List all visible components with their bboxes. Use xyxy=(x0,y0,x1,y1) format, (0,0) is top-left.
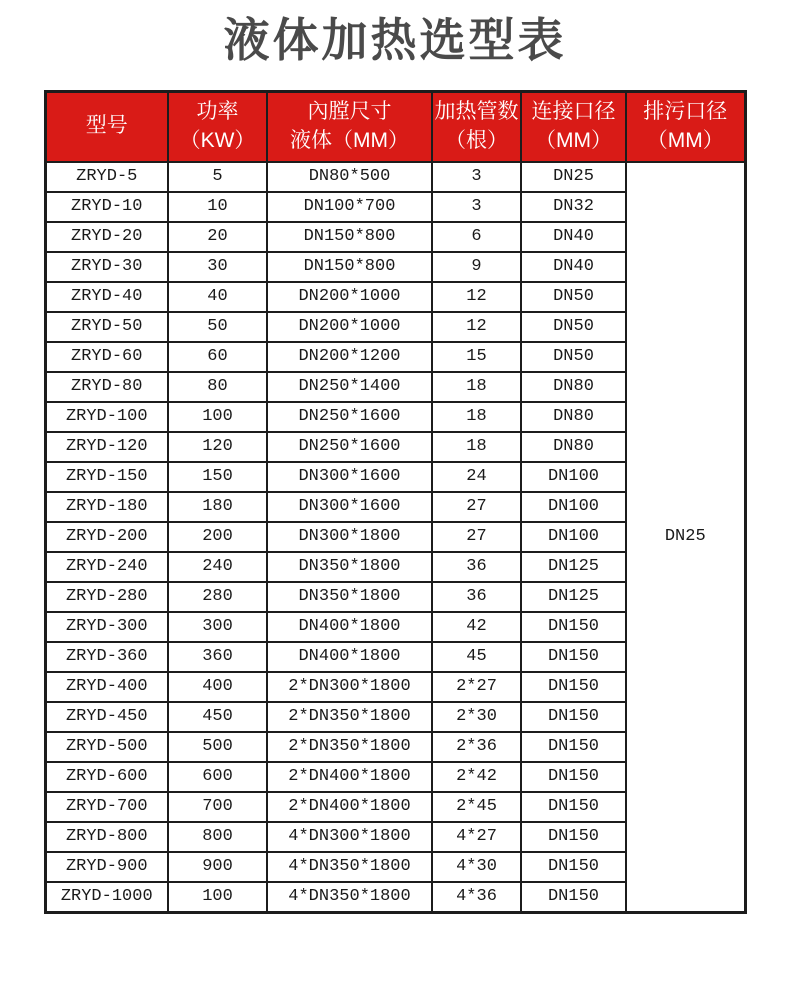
inner-size-cell: DN200*1000 xyxy=(267,282,432,312)
header-connection-diameter xyxy=(521,91,626,162)
header-row xyxy=(45,91,745,162)
tube-count-cell: 4*27 xyxy=(432,822,521,852)
header-model-line1: 型号 xyxy=(85,114,128,138)
header-power-line2: （KW） xyxy=(179,128,256,152)
inner-size-cell: DN80*500 xyxy=(267,162,432,192)
tube-count-cell: 36 xyxy=(432,582,521,612)
tube-count-cell: 18 xyxy=(432,402,521,432)
inner-size-cell: DN150*800 xyxy=(267,252,432,282)
connection-diameter-cell: DN150 xyxy=(521,762,626,792)
connection-diameter-cell: DN50 xyxy=(521,342,626,372)
power-cell: 150 xyxy=(168,462,267,492)
connection-diameter-cell: DN150 xyxy=(521,822,626,852)
model-cell: ZRYD-280 xyxy=(45,582,168,612)
model-cell: ZRYD-60 xyxy=(45,342,168,372)
model-cell: ZRYD-400 xyxy=(45,672,168,702)
model-cell: ZRYD-30 xyxy=(45,252,168,282)
tube-count-cell: 2*36 xyxy=(432,732,521,762)
power-cell: 5 xyxy=(168,162,267,192)
connection-diameter-cell: DN80 xyxy=(521,372,626,402)
power-cell: 700 xyxy=(168,792,267,822)
header-drain-diameter-line1: 排污口径 xyxy=(643,100,728,124)
inner-size-cell: 2*DN400*1800 xyxy=(267,792,432,822)
power-cell: 450 xyxy=(168,702,267,732)
connection-diameter-cell: DN150 xyxy=(521,702,626,732)
tube-count-cell: 18 xyxy=(432,432,521,462)
connection-diameter-cell: DN150 xyxy=(521,852,626,882)
power-cell: 360 xyxy=(168,642,267,672)
model-cell: ZRYD-120 xyxy=(45,432,168,462)
tube-count-cell: 2*30 xyxy=(432,702,521,732)
tube-count-cell: 4*36 xyxy=(432,882,521,913)
connection-diameter-cell: DN125 xyxy=(521,582,626,612)
inner-size-cell: 2*DN400*1800 xyxy=(267,762,432,792)
inner-size-cell: 4*DN350*1800 xyxy=(267,882,432,913)
model-cell: ZRYD-500 xyxy=(45,732,168,762)
connection-diameter-cell: DN150 xyxy=(521,642,626,672)
power-cell: 300 xyxy=(168,612,267,642)
tube-count-cell: 42 xyxy=(432,612,521,642)
inner-size-cell: DN200*1000 xyxy=(267,312,432,342)
inner-size-cell: DN400*1800 xyxy=(267,642,432,672)
header-model xyxy=(45,91,168,162)
model-cell: ZRYD-800 xyxy=(45,822,168,852)
connection-diameter-cell: DN100 xyxy=(521,522,626,552)
inner-size-cell: DN350*1800 xyxy=(267,582,432,612)
inner-size-cell: 4*DN300*1800 xyxy=(267,822,432,852)
power-cell: 400 xyxy=(168,672,267,702)
header-drain-diameter xyxy=(626,91,745,162)
connection-diameter-cell: DN32 xyxy=(521,192,626,222)
connection-diameter-cell: DN50 xyxy=(521,282,626,312)
power-cell: 50 xyxy=(168,312,267,342)
power-cell: 100 xyxy=(168,402,267,432)
connection-diameter-cell: DN125 xyxy=(521,552,626,582)
tube-count-cell: 2*27 xyxy=(432,672,521,702)
header-connection-diameter-line2: （MM） xyxy=(535,128,612,152)
drain-diameter-merged-cell: DN25 xyxy=(626,162,745,913)
power-cell: 40 xyxy=(168,282,267,312)
header-power-line1: 功率 xyxy=(196,100,239,124)
power-cell: 500 xyxy=(168,732,267,762)
power-cell: 60 xyxy=(168,342,267,372)
tube-count-cell: 12 xyxy=(432,312,521,342)
model-cell: ZRYD-10 xyxy=(45,192,168,222)
header-tube-count xyxy=(432,91,521,162)
tube-count-cell: 4*30 xyxy=(432,852,521,882)
tube-count-cell: 45 xyxy=(432,642,521,672)
connection-diameter-cell: DN150 xyxy=(521,672,626,702)
inner-size-cell: DN250*1600 xyxy=(267,432,432,462)
tube-count-cell: 2*45 xyxy=(432,792,521,822)
tube-count-cell: 18 xyxy=(432,372,521,402)
inner-size-cell: DN100*700 xyxy=(267,192,432,222)
connection-diameter-cell: DN150 xyxy=(521,732,626,762)
connection-diameter-cell: DN40 xyxy=(521,252,626,282)
connection-diameter-cell: DN40 xyxy=(521,222,626,252)
power-cell: 600 xyxy=(168,762,267,792)
header-tube-count-line2: （根） xyxy=(445,128,508,152)
connection-diameter-cell: DN100 xyxy=(521,492,626,522)
model-cell: ZRYD-150 xyxy=(45,462,168,492)
power-cell: 80 xyxy=(168,372,267,402)
model-cell: ZRYD-1000 xyxy=(45,882,168,913)
tube-count-cell: 9 xyxy=(432,252,521,282)
power-cell: 280 xyxy=(168,582,267,612)
inner-size-cell: DN250*1400 xyxy=(267,372,432,402)
header-tube-count-line1: 加热管数 xyxy=(434,100,519,124)
inner-size-cell: DN300*1600 xyxy=(267,492,432,522)
inner-size-cell: DN400*1800 xyxy=(267,612,432,642)
model-cell: ZRYD-20 xyxy=(45,222,168,252)
header-inner-size-line1: 內膛尺寸 xyxy=(307,100,392,124)
header-drain-diameter-line2: （MM） xyxy=(646,128,724,152)
tube-count-cell: 2*42 xyxy=(432,762,521,792)
tube-count-cell: 27 xyxy=(432,492,521,522)
inner-size-cell: DN300*1600 xyxy=(267,462,432,492)
inner-size-cell: 2*DN350*1800 xyxy=(267,732,432,762)
model-cell: ZRYD-900 xyxy=(45,852,168,882)
power-cell: 240 xyxy=(168,552,267,582)
model-cell: ZRYD-180 xyxy=(45,492,168,522)
power-cell: 120 xyxy=(168,432,267,462)
power-cell: 20 xyxy=(168,222,267,252)
connection-diameter-cell: DN150 xyxy=(521,882,626,913)
connection-diameter-cell: DN80 xyxy=(521,432,626,462)
connection-diameter-cell: DN80 xyxy=(521,402,626,432)
table-body xyxy=(45,162,745,913)
header-inner-size-line2: 液体（MM） xyxy=(290,128,409,152)
power-cell: 10 xyxy=(168,192,267,222)
power-cell: 180 xyxy=(168,492,267,522)
model-cell: ZRYD-300 xyxy=(45,612,168,642)
connection-diameter-cell: DN50 xyxy=(521,312,626,342)
power-cell: 100 xyxy=(168,882,267,913)
model-cell: ZRYD-5 xyxy=(45,162,168,192)
model-cell: ZRYD-40 xyxy=(45,282,168,312)
inner-size-cell: DN350*1800 xyxy=(267,552,432,582)
page-title: 液体加热选型表 xyxy=(223,14,567,66)
power-cell: 900 xyxy=(168,852,267,882)
inner-size-cell: DN200*1200 xyxy=(267,342,432,372)
inner-size-cell: DN250*1600 xyxy=(267,402,432,432)
model-cell: ZRYD-240 xyxy=(45,552,168,582)
header-power xyxy=(168,91,267,162)
model-cell: ZRYD-600 xyxy=(45,762,168,792)
power-cell: 800 xyxy=(168,822,267,852)
connection-diameter-cell: DN100 xyxy=(521,462,626,492)
connection-diameter-cell: DN150 xyxy=(521,612,626,642)
inner-size-cell: 4*DN350*1800 xyxy=(267,852,432,882)
tube-count-cell: 36 xyxy=(432,552,521,582)
tube-count-cell: 3 xyxy=(432,192,521,222)
model-cell: ZRYD-50 xyxy=(45,312,168,342)
model-cell: ZRYD-450 xyxy=(45,702,168,732)
tube-count-cell: 27 xyxy=(432,522,521,552)
inner-size-cell: 2*DN300*1800 xyxy=(267,672,432,702)
model-cell: ZRYD-200 xyxy=(45,522,168,552)
tube-count-cell: 24 xyxy=(432,462,521,492)
table-row xyxy=(45,162,745,192)
header-inner-size xyxy=(267,91,432,162)
tube-count-cell: 12 xyxy=(432,282,521,312)
connection-diameter-cell: DN25 xyxy=(521,162,626,192)
inner-size-cell: DN300*1800 xyxy=(267,522,432,552)
power-cell: 200 xyxy=(168,522,267,552)
tube-count-cell: 6 xyxy=(432,222,521,252)
connection-diameter-cell: DN150 xyxy=(521,792,626,822)
model-cell: ZRYD-80 xyxy=(45,372,168,402)
spec-table xyxy=(44,90,747,914)
inner-size-cell: 2*DN350*1800 xyxy=(267,702,432,732)
tube-count-cell: 15 xyxy=(432,342,521,372)
model-cell: ZRYD-700 xyxy=(45,792,168,822)
power-cell: 30 xyxy=(168,252,267,282)
model-cell: ZRYD-360 xyxy=(45,642,168,672)
table-header xyxy=(45,91,745,162)
header-connection-diameter-line1: 连接口径 xyxy=(531,100,616,124)
tube-count-cell: 3 xyxy=(432,162,521,192)
model-cell: ZRYD-100 xyxy=(45,402,168,432)
inner-size-cell: DN150*800 xyxy=(267,222,432,252)
